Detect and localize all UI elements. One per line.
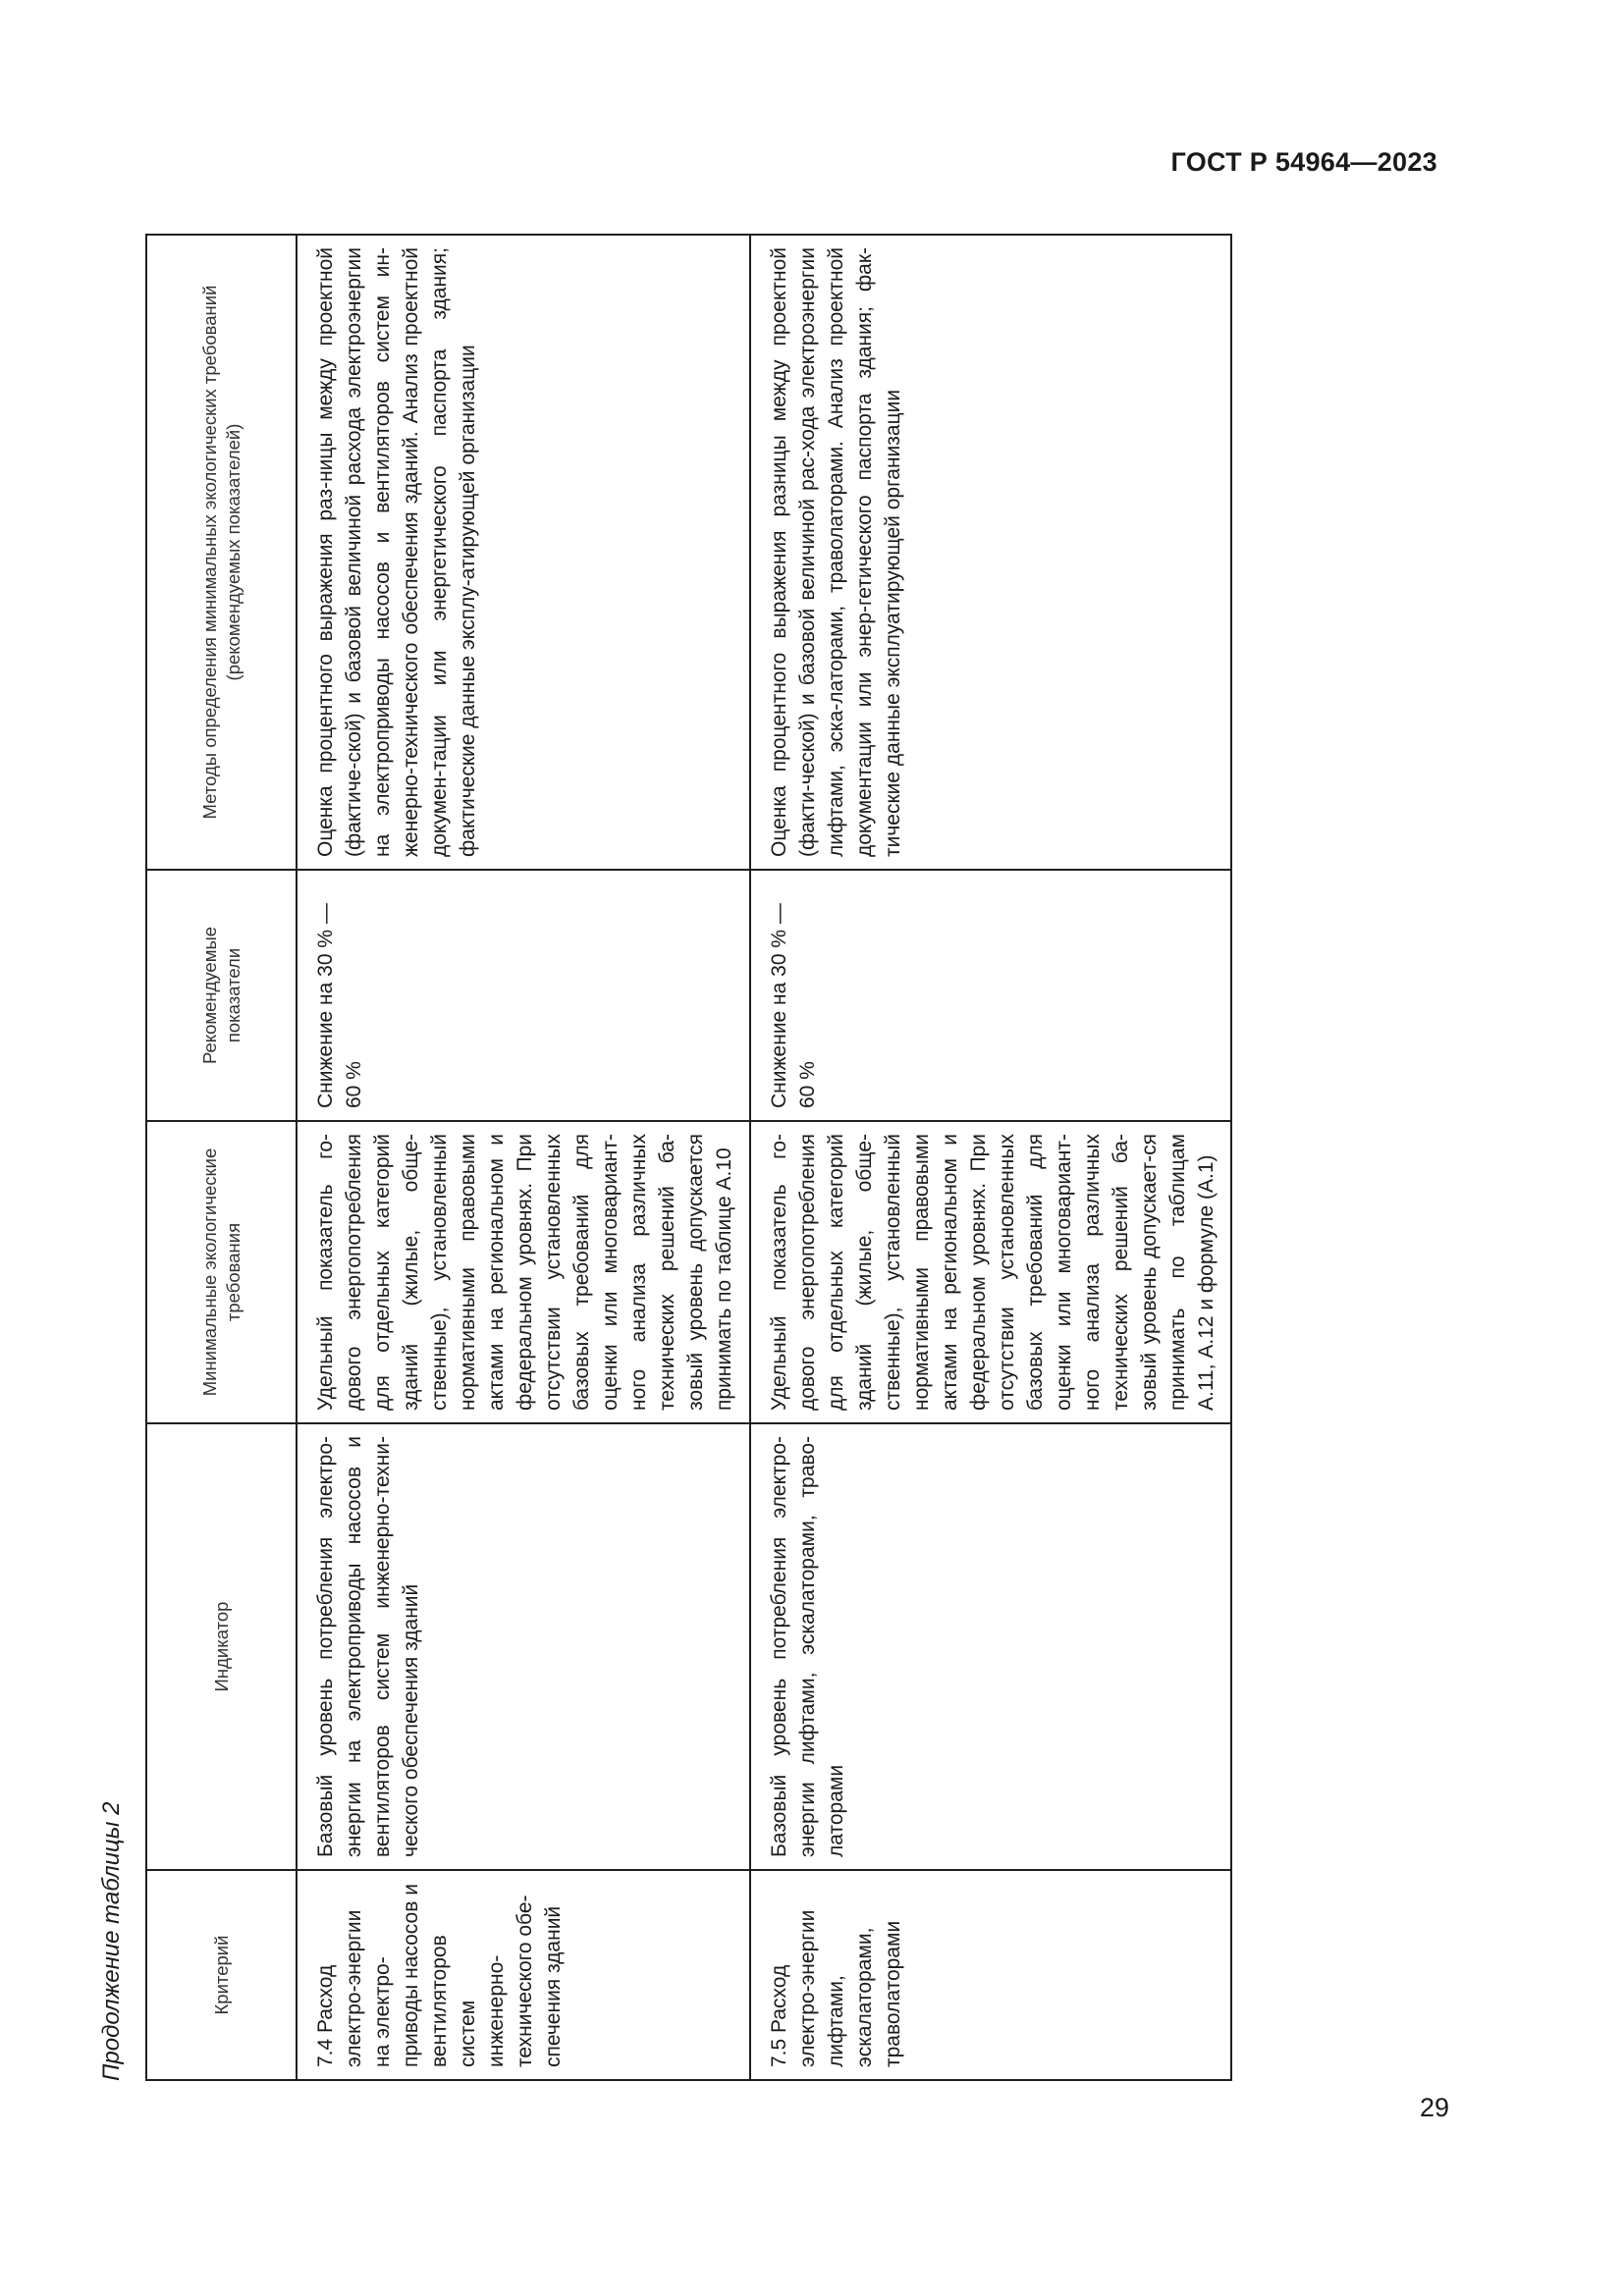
column-header-min-requirements: Минимальные экологические требования [146,1121,297,1423]
column-header-indicator: Индикатор [146,1423,297,1870]
document-code: ГОСТ Р 54964—2023 [1170,147,1437,177]
cell-criterion: 7.5 Расход электро-энергии лифтами, эскалаторами, траволаторами [750,1870,1231,2080]
table-header-row [146,235,297,2080]
page-number: 29 [1419,2093,1449,2122]
rotated-table-area [92,236,1218,2081]
cell-recommended: Снижение на 30 % — 60 % [750,870,1231,1121]
column-header-methods: Методы определения минимальных экологических требований (рекомендуемых показателей) [146,235,297,870]
cell-methods: Оценка процентного выражения раз-ницы между проектной (фактиче-ской) и базовой величиной расхода электроэнергии на электроприводы насосов и вентиляторов систем ин-женерно-технического обеспечения зданий. Анализ проектной докумен-тации или энергетического паспорта здания; фактические данные эксплу-атирующей организации [297,235,750,870]
cell-indicator: Базовый уровень потребления электро-энергии лифтами, эскалаторами, траво-латорами [750,1423,1231,1870]
requirements-table [145,234,1232,2081]
column-header-recommended: Рекомендуемые показатели [146,870,297,1121]
cell-methods: Оценка процентного выражения разницы между проектной (факти-ческой) и базовой величиной рас-хода электроэнергии лифтами, эска-латорами, траволаторами. Анализ проектной документации или энер-гетического паспорта здания; фак-тические данные эксплуатирующей организации [750,235,1231,870]
table-row [750,235,1231,2080]
cell-criterion: 7.4 Расход электро-энергии на электро-приводы насосов и вентиляторов систем инженерно-технического обе-спечения зданий [297,1870,750,2080]
table-continuation-caption: Продолжение таблицы 2 [98,1801,125,2081]
cell-recommended: Снижение на 30 % — 60 % [297,870,750,1121]
column-header-criterion: Критерий [146,1870,297,2080]
cell-indicator: Базовый уровень потребления электро-энергии на электроприводы насосов и вентиляторов систем инженерно-техни-ческого обеспечения зданий [297,1423,750,1870]
cell-min-requirements: Удельный показатель го-дового энергопотребления для отдельных категорий зданий (жилые, обще-ственные), установленный нормативными правовыми актами на региональном и федеральном уровнях. При отсутствии установленных базовых требований для оценки или многовариант-ного анализа различных технических решений ба-зовый уровень допускается принимать по таблице А.10 [297,1121,750,1423]
cell-min-requirements: Удельный показатель го-дового энергопотребления для отдельных категорий зданий (жилые, обще-ственные), установленный нормативными правовыми актами на региональном и федеральном уровнях. При отсутствии установленных базовых требований для оценки или многовариант-ного анализа различных технических решений ба-зовый уровень допускает-ся принимать по таблицам А.11, А.12 и формуле (А.1) [750,1121,1231,1423]
table-row [297,235,750,2080]
